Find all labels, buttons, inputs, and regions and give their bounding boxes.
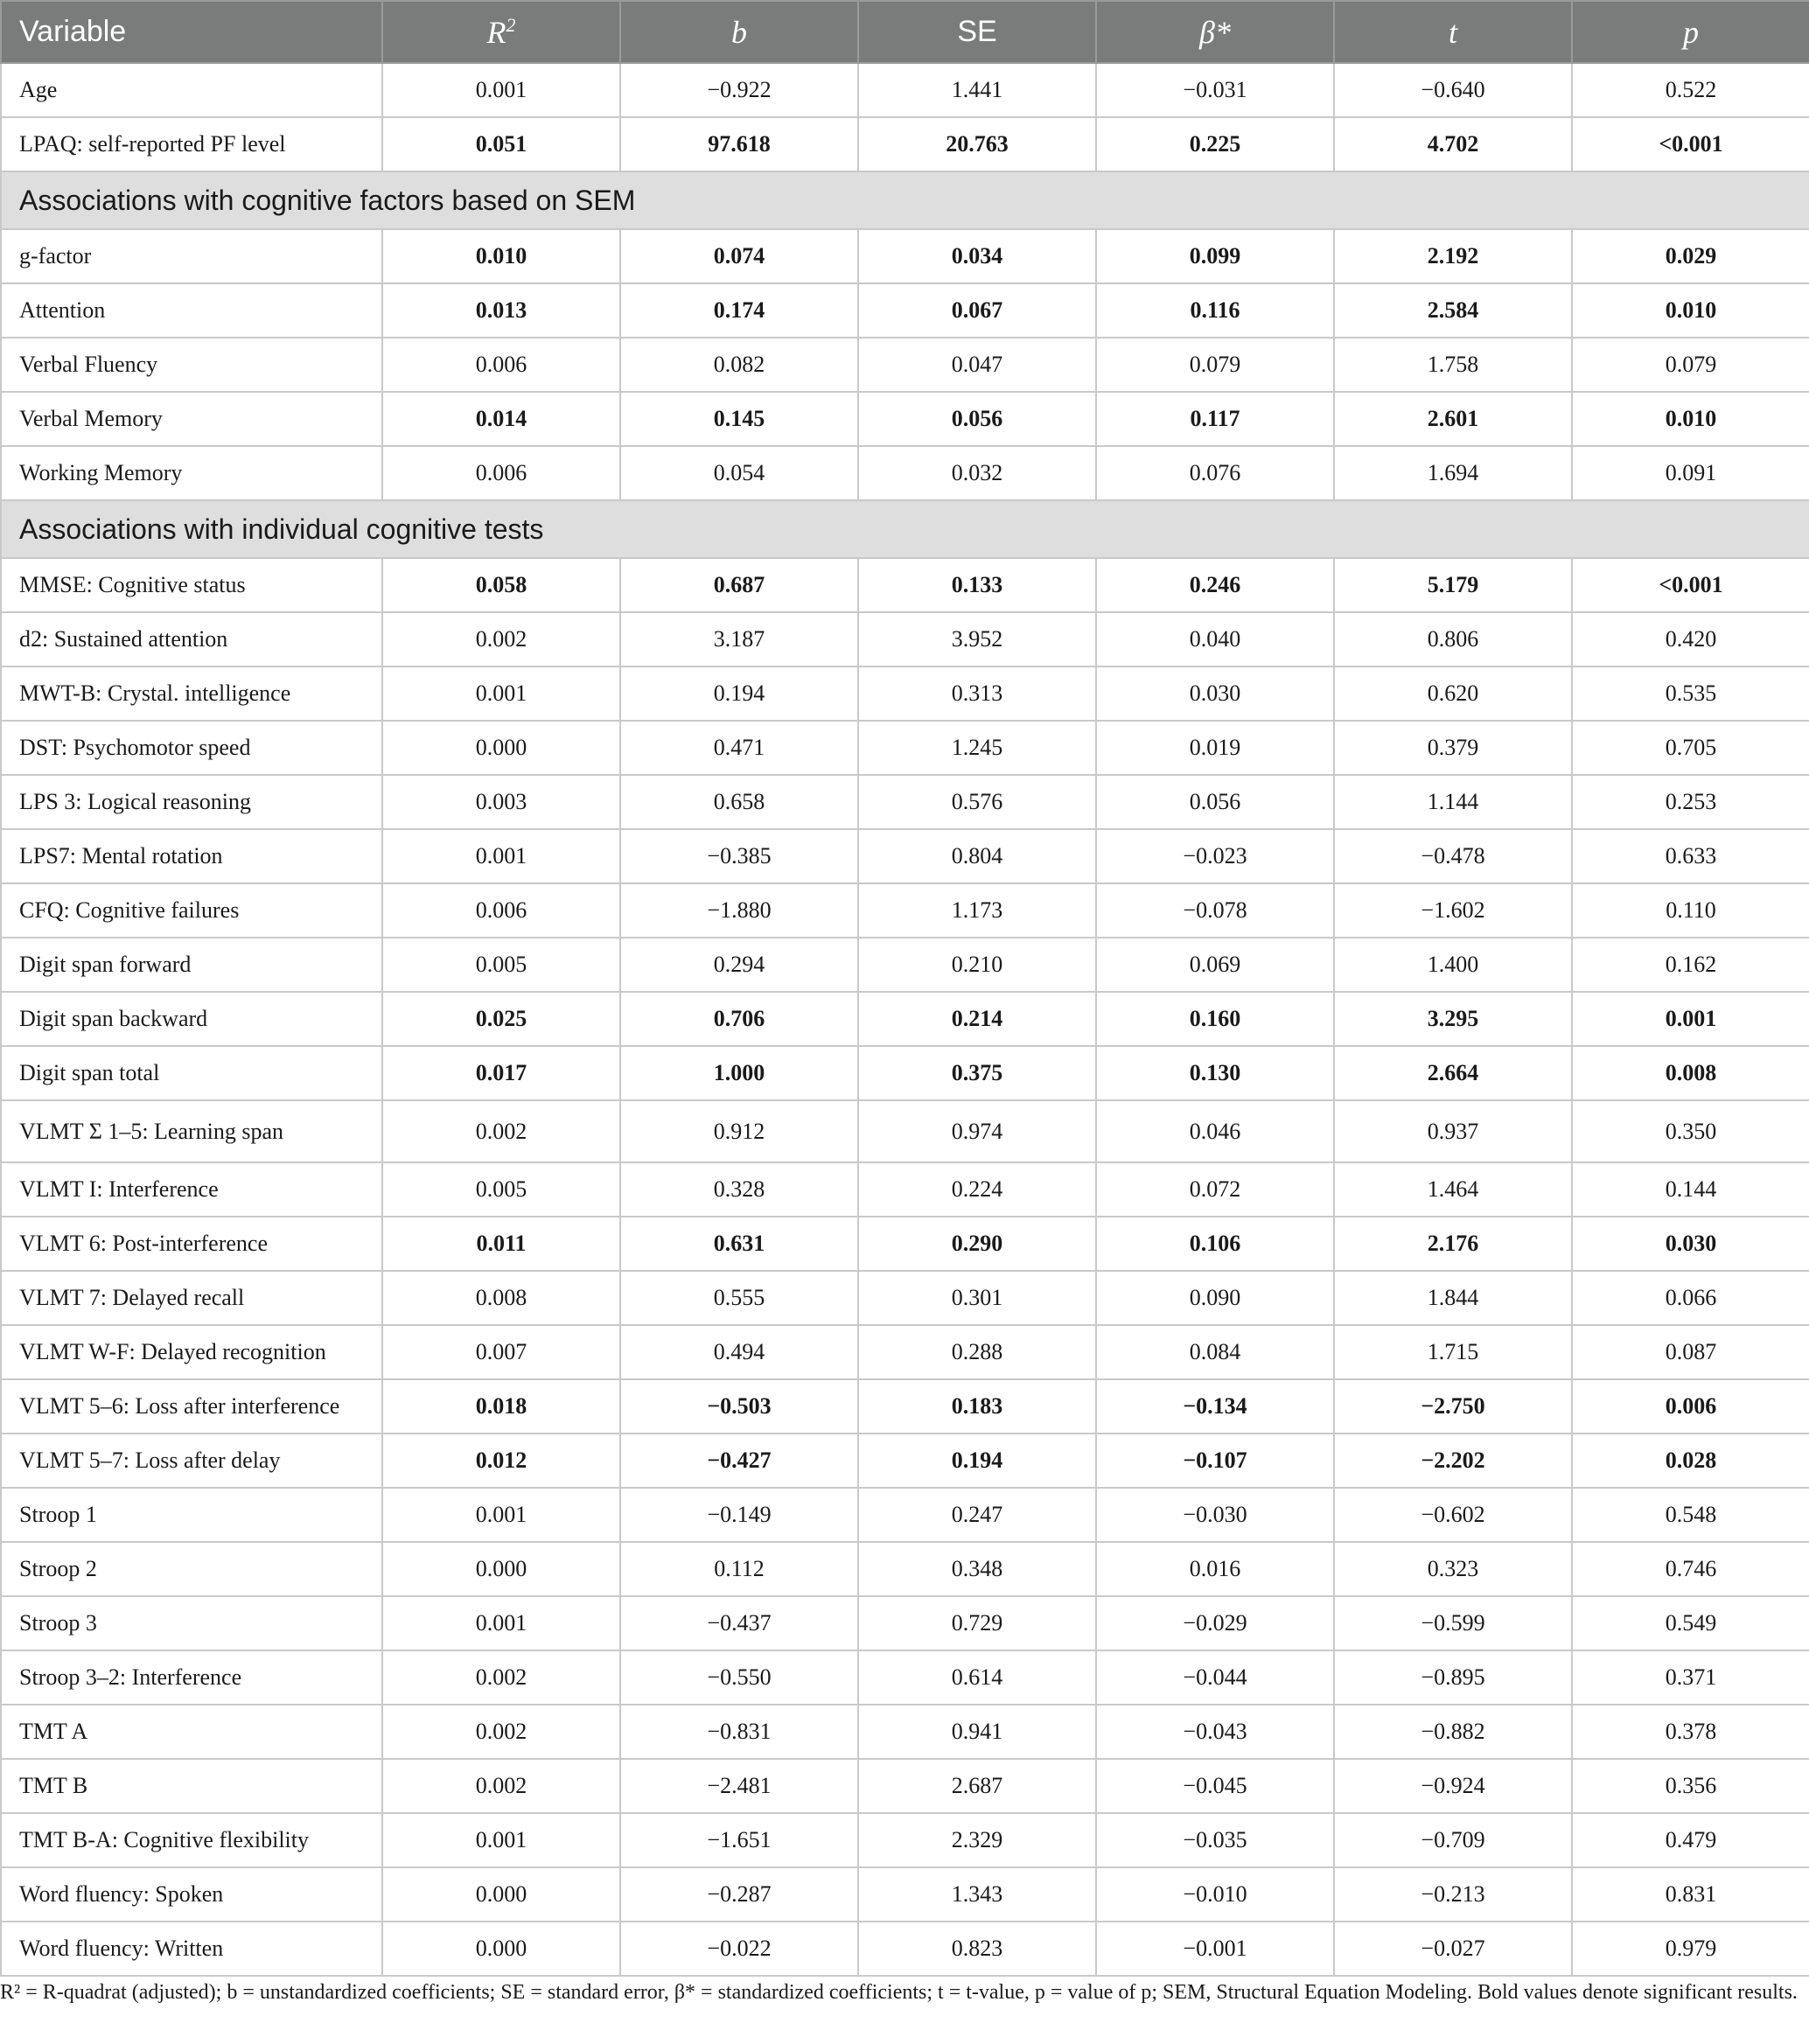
value-cell: 3.295 xyxy=(1334,992,1572,1046)
value-cell: 2.176 xyxy=(1334,1217,1572,1271)
value-cell: 0.106 xyxy=(1096,1217,1334,1271)
value-cell: −0.503 xyxy=(620,1379,858,1434)
value-cell: −0.924 xyxy=(1334,1759,1572,1813)
value-cell: 1.844 xyxy=(1334,1271,1572,1325)
value-cell: 0.034 xyxy=(858,229,1096,283)
header-t: t xyxy=(1334,1,1572,63)
value-cell: 0.007 xyxy=(382,1325,620,1379)
variable-cell: VLMT 5–7: Loss after delay xyxy=(1,1434,382,1488)
value-cell: 0.479 xyxy=(1572,1813,1809,1867)
value-cell: −0.030 xyxy=(1096,1488,1334,1542)
value-cell: 0.000 xyxy=(382,1542,620,1596)
value-cell: 0.548 xyxy=(1572,1488,1809,1542)
value-cell: −0.107 xyxy=(1096,1434,1334,1488)
value-cell: 0.084 xyxy=(1096,1325,1334,1379)
value-cell: 0.005 xyxy=(382,938,620,992)
value-cell: 0.018 xyxy=(382,1379,620,1434)
value-cell: 0.210 xyxy=(858,938,1096,992)
table-row xyxy=(1,1650,1809,1705)
table-row xyxy=(1,992,1809,1046)
variable-cell: VLMT 5–6: Loss after interference xyxy=(1,1379,382,1434)
value-cell: 0.831 xyxy=(1572,1867,1809,1922)
value-cell: 0.912 xyxy=(620,1100,858,1162)
value-cell: 0.420 xyxy=(1572,612,1809,666)
value-cell: 0.247 xyxy=(858,1488,1096,1542)
value-cell: 0.014 xyxy=(382,392,620,446)
variable-cell: d2: Sustained attention xyxy=(1,612,382,666)
value-cell: −2.202 xyxy=(1334,1434,1572,1488)
value-cell: 0.030 xyxy=(1096,666,1334,721)
value-cell: 0.056 xyxy=(1096,775,1334,829)
value-cell: 1.343 xyxy=(858,1867,1096,1922)
variable-cell: VLMT Σ 1–5: Learning span xyxy=(1,1100,382,1162)
table-row xyxy=(1,1867,1809,1922)
value-cell: −0.134 xyxy=(1096,1379,1334,1434)
value-cell: 0.379 xyxy=(1334,721,1572,775)
value-cell: 1.694 xyxy=(1334,446,1572,500)
variable-cell: Stroop 2 xyxy=(1,1542,382,1596)
value-cell: 0.323 xyxy=(1334,1542,1572,1596)
value-cell: −0.427 xyxy=(620,1434,858,1488)
value-cell: 0.224 xyxy=(858,1162,1096,1217)
variable-cell: Digit span total xyxy=(1,1046,382,1100)
value-cell: −0.035 xyxy=(1096,1813,1334,1867)
value-cell: 1.000 xyxy=(620,1046,858,1100)
value-cell: 0.555 xyxy=(620,1271,858,1325)
value-cell: 0.633 xyxy=(1572,829,1809,883)
value-cell: −0.023 xyxy=(1096,829,1334,883)
value-cell: −0.287 xyxy=(620,1867,858,1922)
variable-cell: DST: Psychomotor speed xyxy=(1,721,382,775)
value-cell: 1.173 xyxy=(858,883,1096,938)
value-cell: −0.882 xyxy=(1334,1705,1572,1759)
value-cell: 0.006 xyxy=(382,883,620,938)
value-cell: 3.952 xyxy=(858,612,1096,666)
value-cell: −0.031 xyxy=(1096,63,1334,117)
table-row xyxy=(1,775,1809,829)
section-label: Associations with cognitive factors based on SEM xyxy=(1,171,1809,229)
variable-cell: Stroop 1 xyxy=(1,1488,382,1542)
value-cell: 0.225 xyxy=(1096,117,1334,171)
value-cell: 0.371 xyxy=(1572,1650,1809,1705)
value-cell: −0.437 xyxy=(620,1596,858,1650)
value-cell: 1.144 xyxy=(1334,775,1572,829)
header-r2-base: R xyxy=(486,14,506,50)
value-cell: 0.032 xyxy=(858,446,1096,500)
table-row xyxy=(1,338,1809,392)
value-cell: −1.651 xyxy=(620,1813,858,1867)
value-cell: −0.831 xyxy=(620,1705,858,1759)
section-label: Associations with individual cognitive tests xyxy=(1,500,1809,558)
value-cell: 0.019 xyxy=(1096,721,1334,775)
value-cell: 0.112 xyxy=(620,1542,858,1596)
value-cell: −0.385 xyxy=(620,829,858,883)
variable-cell: Stroop 3–2: Interference xyxy=(1,1650,382,1705)
value-cell: 0.130 xyxy=(1096,1046,1334,1100)
value-cell: 0.010 xyxy=(1572,283,1809,338)
value-cell: 0.001 xyxy=(382,829,620,883)
value-cell: 0.746 xyxy=(1572,1542,1809,1596)
value-cell: 0.116 xyxy=(1096,283,1334,338)
value-cell: 1.245 xyxy=(858,721,1096,775)
value-cell: 0.133 xyxy=(858,558,1096,612)
variable-cell: TMT A xyxy=(1,1705,382,1759)
value-cell: 5.179 xyxy=(1334,558,1572,612)
value-cell: 0.729 xyxy=(858,1596,1096,1650)
section-row xyxy=(1,500,1809,558)
value-cell: 0.006 xyxy=(382,338,620,392)
value-cell: −0.478 xyxy=(1334,829,1572,883)
variable-cell: Digit span backward xyxy=(1,992,382,1046)
header-b: b xyxy=(620,1,858,63)
value-cell: 0.067 xyxy=(858,283,1096,338)
variable-cell: CFQ: Cognitive failures xyxy=(1,883,382,938)
variable-cell: Verbal Fluency xyxy=(1,338,382,392)
value-cell: −0.027 xyxy=(1334,1922,1572,1976)
table-row xyxy=(1,829,1809,883)
variable-cell: VLMT I: Interference xyxy=(1,1162,382,1217)
value-cell: 0.549 xyxy=(1572,1596,1809,1650)
value-cell: 0.076 xyxy=(1096,446,1334,500)
value-cell: 0.705 xyxy=(1572,721,1809,775)
table-row xyxy=(1,1596,1809,1650)
value-cell: 0.246 xyxy=(1096,558,1334,612)
variable-cell: MMSE: Cognitive status xyxy=(1,558,382,612)
table-row xyxy=(1,1325,1809,1379)
value-cell: 0.010 xyxy=(1572,392,1809,446)
variable-cell: Working Memory xyxy=(1,446,382,500)
table-row xyxy=(1,938,1809,992)
value-cell: 0.494 xyxy=(620,1325,858,1379)
table-row xyxy=(1,1217,1809,1271)
value-cell: 0.522 xyxy=(1572,63,1809,117)
value-cell: 0.576 xyxy=(858,775,1096,829)
value-cell: 0.066 xyxy=(1572,1271,1809,1325)
variable-cell: Stroop 3 xyxy=(1,1596,382,1650)
table-row xyxy=(1,117,1809,171)
value-cell: 0.069 xyxy=(1096,938,1334,992)
variable-cell: Word fluency: Written xyxy=(1,1922,382,1976)
table-row xyxy=(1,1922,1809,1976)
value-cell: 0.375 xyxy=(858,1046,1096,1100)
value-cell: 0.008 xyxy=(1572,1046,1809,1100)
value-cell: 0.687 xyxy=(620,558,858,612)
value-cell: 0.029 xyxy=(1572,229,1809,283)
value-cell: 0.328 xyxy=(620,1162,858,1217)
value-cell: −0.599 xyxy=(1334,1596,1572,1650)
value-cell: 0.288 xyxy=(858,1325,1096,1379)
table-row xyxy=(1,1813,1809,1867)
value-cell: 97.618 xyxy=(620,117,858,171)
value-cell: 0.010 xyxy=(382,229,620,283)
value-cell: 0.620 xyxy=(1334,666,1572,721)
variable-cell: VLMT 6: Post-interference xyxy=(1,1217,382,1271)
value-cell: 0.046 xyxy=(1096,1100,1334,1162)
header-r2 xyxy=(382,1,620,63)
header-row xyxy=(1,1,1809,63)
table-row xyxy=(1,283,1809,338)
value-cell: 0.348 xyxy=(858,1542,1096,1596)
table-row xyxy=(1,1542,1809,1596)
variable-cell: Digit span forward xyxy=(1,938,382,992)
value-cell: 0.002 xyxy=(382,1650,620,1705)
table-row xyxy=(1,392,1809,446)
value-cell: 0.110 xyxy=(1572,883,1809,938)
value-cell: 0.087 xyxy=(1572,1325,1809,1379)
value-cell: <0.001 xyxy=(1572,558,1809,612)
value-cell: −2.750 xyxy=(1334,1379,1572,1434)
value-cell: 0.001 xyxy=(382,1488,620,1542)
table-row xyxy=(1,721,1809,775)
value-cell: 0.535 xyxy=(1572,666,1809,721)
table-footnote: R² = R-quadrat (adjusted); b = unstandardized coefficients; SE = standard error, β* = standardized coefficients; t = t-value, p = value of p; SEM, Structural Equation Modeling. Bold values denote significant results. xyxy=(0,1981,1798,2004)
value-cell: 0.047 xyxy=(858,338,1096,392)
value-cell: 0.091 xyxy=(1572,446,1809,500)
value-cell: 0.079 xyxy=(1572,338,1809,392)
table-row xyxy=(1,1100,1809,1162)
value-cell: −0.550 xyxy=(620,1650,858,1705)
value-cell: 4.702 xyxy=(1334,117,1572,171)
value-cell: 0.028 xyxy=(1572,1434,1809,1488)
value-cell: 0.074 xyxy=(620,229,858,283)
value-cell: 0.002 xyxy=(382,1759,620,1813)
value-cell: 2.664 xyxy=(1334,1046,1572,1100)
value-cell: 0.000 xyxy=(382,1867,620,1922)
value-cell: 0.160 xyxy=(1096,992,1334,1046)
value-cell: 0.301 xyxy=(858,1271,1096,1325)
variable-cell: MWT-B: Crystal. intelligence xyxy=(1,666,382,721)
variable-cell: Age xyxy=(1,63,382,117)
value-cell: 2.329 xyxy=(858,1813,1096,1867)
value-cell: 0.011 xyxy=(382,1217,620,1271)
value-cell: −0.044 xyxy=(1096,1650,1334,1705)
value-cell: 0.040 xyxy=(1096,612,1334,666)
table-row xyxy=(1,883,1809,938)
table-row xyxy=(1,666,1809,721)
table-row xyxy=(1,446,1809,500)
value-cell: 0.706 xyxy=(620,992,858,1046)
value-cell: 0.806 xyxy=(1334,612,1572,666)
variable-cell: LPS7: Mental rotation xyxy=(1,829,382,883)
variable-cell: Word fluency: Spoken xyxy=(1,1867,382,1922)
value-cell: 0.013 xyxy=(382,283,620,338)
value-cell: 0.194 xyxy=(620,666,858,721)
variable-cell: LPAQ: self-reported PF level xyxy=(1,117,382,171)
value-cell: 0.002 xyxy=(382,1100,620,1162)
value-cell: −0.022 xyxy=(620,1922,858,1976)
value-cell: 0.001 xyxy=(382,666,620,721)
value-cell: −0.029 xyxy=(1096,1596,1334,1650)
header-se: SE xyxy=(858,1,1096,63)
table-row xyxy=(1,1759,1809,1813)
variable-cell: Attention xyxy=(1,283,382,338)
value-cell: 0.000 xyxy=(382,721,620,775)
table-row xyxy=(1,558,1809,612)
value-cell: −0.045 xyxy=(1096,1759,1334,1813)
value-cell: 0.017 xyxy=(382,1046,620,1100)
value-cell: 0.294 xyxy=(620,938,858,992)
value-cell: 20.763 xyxy=(858,117,1096,171)
value-cell: −0.078 xyxy=(1096,883,1334,938)
value-cell: 0.253 xyxy=(1572,775,1809,829)
value-cell: 0.974 xyxy=(858,1100,1096,1162)
table-body xyxy=(1,63,1809,1976)
value-cell: 0.471 xyxy=(620,721,858,775)
value-cell: −0.640 xyxy=(1334,63,1572,117)
value-cell: 0.025 xyxy=(382,992,620,1046)
value-cell: 0.145 xyxy=(620,392,858,446)
table-row xyxy=(1,1434,1809,1488)
value-cell: 0.001 xyxy=(382,63,620,117)
value-cell: 0.941 xyxy=(858,1705,1096,1759)
header-beta: β* xyxy=(1096,1,1334,63)
table-row xyxy=(1,1271,1809,1325)
value-cell: 0.002 xyxy=(382,612,620,666)
value-cell: 0.005 xyxy=(382,1162,620,1217)
value-cell: 0.356 xyxy=(1572,1759,1809,1813)
header-r2-sup: 2 xyxy=(506,13,516,36)
value-cell: −2.481 xyxy=(620,1759,858,1813)
value-cell: <0.001 xyxy=(1572,117,1809,171)
value-cell: 0.290 xyxy=(858,1217,1096,1271)
value-cell: 0.183 xyxy=(858,1379,1096,1434)
value-cell: 0.001 xyxy=(382,1813,620,1867)
value-cell: 0.008 xyxy=(382,1271,620,1325)
value-cell: 0.194 xyxy=(858,1434,1096,1488)
value-cell: 0.006 xyxy=(1572,1379,1809,1434)
value-cell: 0.058 xyxy=(382,558,620,612)
table-row xyxy=(1,1705,1809,1759)
value-cell: 1.441 xyxy=(858,63,1096,117)
value-cell: 0.614 xyxy=(858,1650,1096,1705)
value-cell: 1.758 xyxy=(1334,338,1572,392)
value-cell: −0.149 xyxy=(620,1488,858,1542)
variable-cell: VLMT 7: Delayed recall xyxy=(1,1271,382,1325)
value-cell: 0.090 xyxy=(1096,1271,1334,1325)
value-cell: 0.313 xyxy=(858,666,1096,721)
value-cell: 0.378 xyxy=(1572,1705,1809,1759)
value-cell: 0.117 xyxy=(1096,392,1334,446)
header-variable: Variable xyxy=(1,1,382,63)
variable-cell: TMT B-A: Cognitive flexibility xyxy=(1,1813,382,1867)
value-cell: 0.823 xyxy=(858,1922,1096,1976)
section-row xyxy=(1,171,1809,229)
value-cell: 0.003 xyxy=(382,775,620,829)
table-row xyxy=(1,229,1809,283)
table-row xyxy=(1,1162,1809,1217)
value-cell: 0.002 xyxy=(382,1705,620,1759)
table-row xyxy=(1,612,1809,666)
variable-cell: VLMT W-F: Delayed recognition xyxy=(1,1325,382,1379)
value-cell: 0.054 xyxy=(620,446,858,500)
value-cell: −0.001 xyxy=(1096,1922,1334,1976)
value-cell: 0.804 xyxy=(858,829,1096,883)
value-cell: 2.687 xyxy=(858,1759,1096,1813)
value-cell: −0.043 xyxy=(1096,1705,1334,1759)
value-cell: 0.162 xyxy=(1572,938,1809,992)
value-cell: 0.012 xyxy=(382,1434,620,1488)
value-cell: −1.602 xyxy=(1334,883,1572,938)
value-cell: −0.709 xyxy=(1334,1813,1572,1867)
table-row xyxy=(1,1046,1809,1100)
variable-cell: LPS 3: Logical reasoning xyxy=(1,775,382,829)
value-cell: 0.079 xyxy=(1096,338,1334,392)
value-cell: 2.192 xyxy=(1334,229,1572,283)
header-p: p xyxy=(1572,1,1809,63)
value-cell: 0.658 xyxy=(620,775,858,829)
variable-cell: g-factor xyxy=(1,229,382,283)
value-cell: 2.601 xyxy=(1334,392,1572,446)
value-cell: 0.030 xyxy=(1572,1217,1809,1271)
value-cell: 0.001 xyxy=(382,1596,620,1650)
value-cell: −1.880 xyxy=(620,883,858,938)
value-cell: 0.016 xyxy=(1096,1542,1334,1596)
value-cell: 0.144 xyxy=(1572,1162,1809,1217)
variable-cell: TMT B xyxy=(1,1759,382,1813)
value-cell: 1.400 xyxy=(1334,938,1572,992)
value-cell: 0.001 xyxy=(1572,992,1809,1046)
table-row xyxy=(1,1379,1809,1434)
value-cell: 0.082 xyxy=(620,338,858,392)
value-cell: 0.000 xyxy=(382,1922,620,1976)
value-cell: 0.006 xyxy=(382,446,620,500)
value-cell: 0.099 xyxy=(1096,229,1334,283)
value-cell: −0.010 xyxy=(1096,1867,1334,1922)
value-cell: 1.464 xyxy=(1334,1162,1572,1217)
value-cell: 0.631 xyxy=(620,1217,858,1271)
value-cell: −0.922 xyxy=(620,63,858,117)
value-cell: 0.979 xyxy=(1572,1922,1809,1976)
value-cell: 0.051 xyxy=(382,117,620,171)
value-cell: −0.895 xyxy=(1334,1650,1572,1705)
value-cell: 0.214 xyxy=(858,992,1096,1046)
value-cell: 0.072 xyxy=(1096,1162,1334,1217)
value-cell: 1.715 xyxy=(1334,1325,1572,1379)
value-cell: −0.602 xyxy=(1334,1488,1572,1542)
value-cell: 2.584 xyxy=(1334,283,1572,338)
value-cell: 0.350 xyxy=(1572,1100,1809,1162)
table-row xyxy=(1,63,1809,117)
value-cell: 3.187 xyxy=(620,612,858,666)
variable-cell: Verbal Memory xyxy=(1,392,382,446)
value-cell: 0.056 xyxy=(858,392,1096,446)
value-cell: −0.213 xyxy=(1334,1867,1572,1922)
value-cell: 0.174 xyxy=(620,283,858,338)
value-cell: 0.937 xyxy=(1334,1100,1572,1162)
table-row xyxy=(1,1488,1809,1542)
